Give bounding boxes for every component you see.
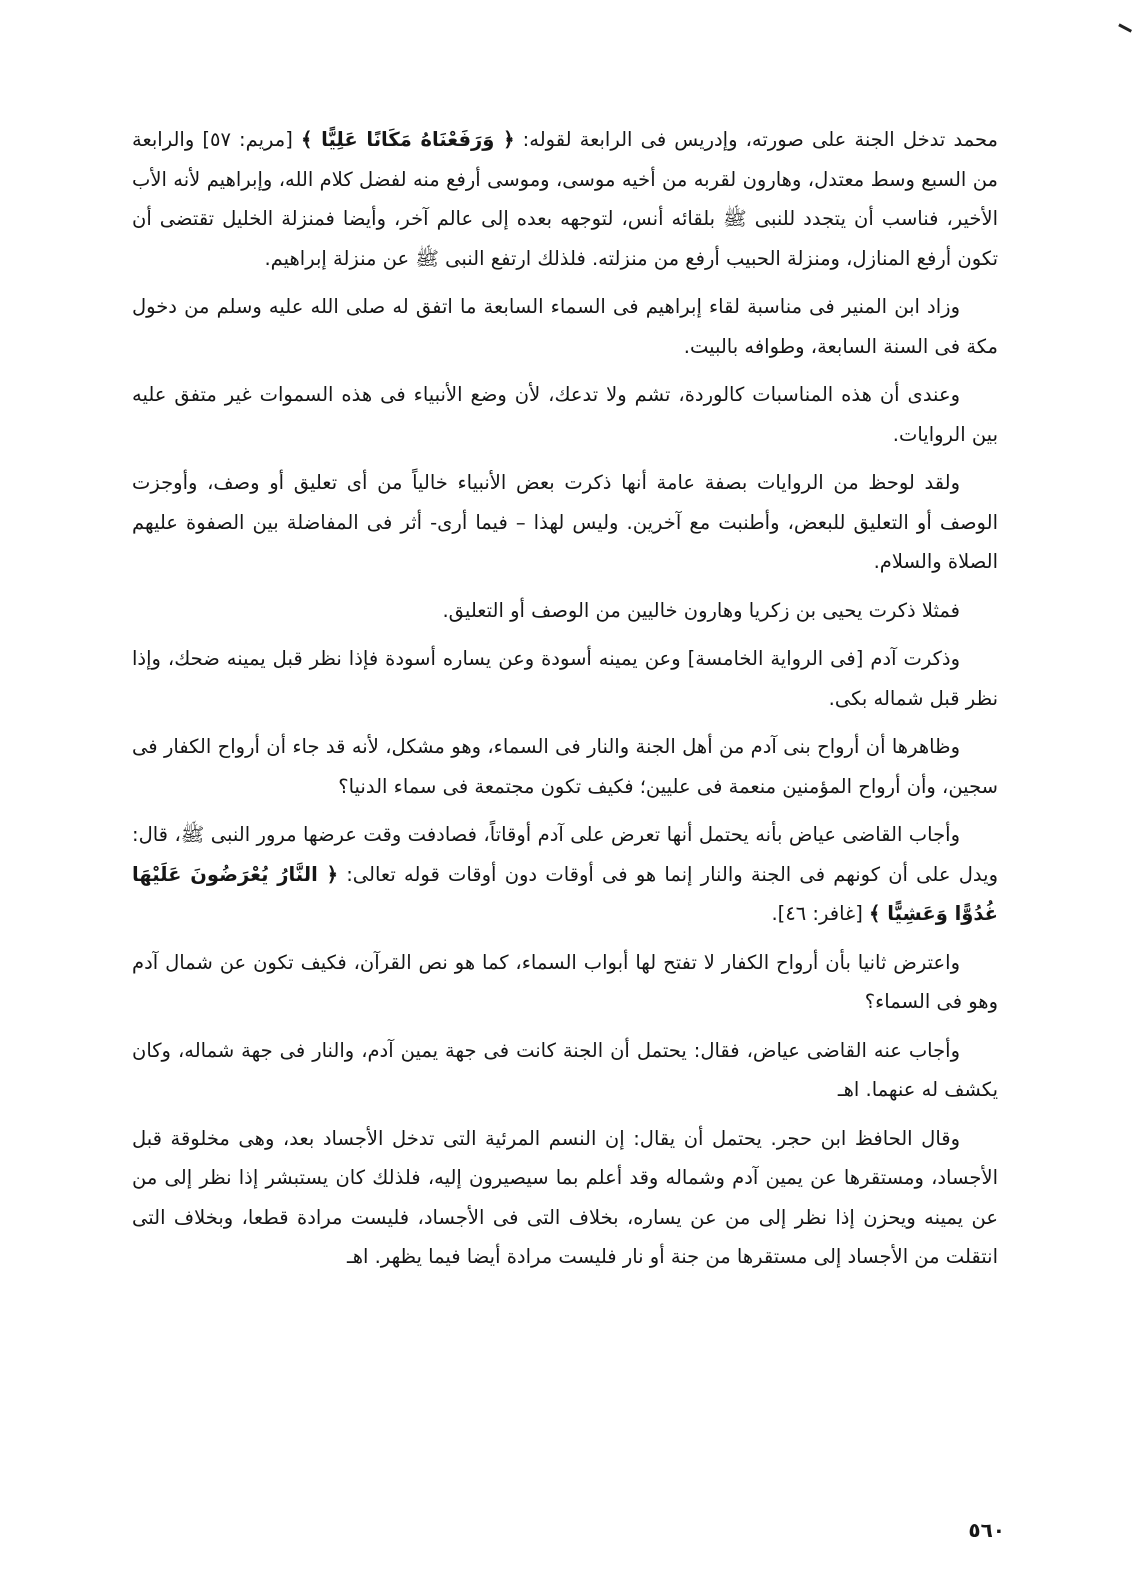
paragraph (132, 943, 998, 1022)
page-number: ٥٦٠ (968, 1518, 1005, 1542)
paragraph-text: وذكرت آدم [فى الرواية الخامسة] وعن يمينه أسودة وعن يساره أسودة فإذا نظر قبل يمينه ضحك، وإذا نظر قبل شماله بكى. (132, 647, 998, 710)
paragraph-text: وقال الحافظ ابن حجر. يحتمل أن يقال: إن النسم المرئية التى تدخل الأجساد بعد، وهى مخلوقة قبل الأجساد، ومستقرها عن يمين آدم وشماله وقد أعلم بما سيصيرون إليه، فلذلك كان يستبشر إذا نظر إلى من عن يمينه ويحزن إذا نظر إلى من عن يساره، بخلاف التى فى الأجساد، فليست مرادة قطعا، وبخلاف التى انتقلت من الأجساد إلى مستقرها من جنة أو نار فليست مرادة أيضا فيما يظهر. اهـ (132, 1126, 998, 1268)
paragraph (132, 287, 998, 366)
paragraph (132, 815, 998, 934)
paragraph (132, 591, 998, 631)
quran-verse: ﴿ النَّارُ يُعْرَضُونَ عَلَيْهَا غُدُوًّا وَعَشِيًّا ﴾ (132, 862, 998, 925)
paragraph (132, 120, 998, 278)
paragraph-text: وأجاب عنه القاضى عياض، فقال: يحتمل أن الجنة كانت فى جهة يمين آدم، والنار فى جهة شماله، وكان يكشف له عنهما. اهـ (132, 1038, 998, 1101)
page-body (132, 120, 998, 1286)
paragraph (132, 375, 998, 454)
paragraph-text: فمثلا ذكرت يحيى بن زكريا وهارون خاليين من الوصف أو التعليق. (442, 598, 960, 622)
paragraph (132, 1119, 998, 1277)
paragraph (132, 463, 998, 582)
paragraph (132, 727, 998, 806)
paragraph-text: وأجاب القاضى عياض بأنه يحتمل أنها تعرض على آدم أوقاتاً، فصادفت وقت عرضها مرور النبى ﷺ، قال: ويدل على أن كونهم فى الجنة والنار إنما هو فى أوقات دون أوقات قوله تعالى: (132, 823, 998, 886)
quran-verse: ﴿ وَرَفَعْنَاهُ مَكَانًا عَلِيًّا ﴾ (300, 128, 515, 151)
scan-corner-mark (1112, 23, 1132, 45)
paragraph-text: واعترض ثانيا بأن أرواح الكفار لا تفتح لها أبواب السماء، كما هو نص القرآن، فكيف تكون عن شمال آدم وهو فى السماء؟ (132, 950, 998, 1013)
paragraph (132, 639, 998, 718)
paragraph-text: [غافر: ٤٦]. (771, 902, 870, 925)
paragraph (132, 1031, 998, 1110)
paragraph-text: وعندى أن هذه المناسبات كالوردة، تشم ولا تدعك، لأن وضع الأنبياء فى هذه السموات غير متفق عليه بين الروايات. (132, 383, 998, 446)
paragraph-text: وظاهرها أن أرواح بنى آدم من أهل الجنة والنار فى السماء، وهو مشكل، لأنه قد جاء أن أرواح الكفار فى سجين، وأن أرواح المؤمنين منعمة فى عليين؛ فكيف تكون مجتمعة فى سماء الدنيا؟ (132, 735, 998, 798)
paragraph-text: [مريم: ٥٧] والرابعة من السبع وسط معتدل، وهارون لقربه من أخيه موسى، وموسى أرفع منه لفضل كلام الله، وإبراهيم لأنه الأب الأخير، فناسب أن يتجدد للنبى ﷺ بلقائه أنس، لتوجهه بعده إلى عالم آخر، وأيضا فمنزلة الخليل تقتضى أن تكون أرفع المنازل، ومنزلة الحبيب أرفع من منزلته. فلذلك ارتفع النبى ﷺ عن منزلة إبراهيم. (132, 128, 998, 270)
paragraph-text: محمد تدخل الجنة على صورته، وإدريس فى الرابعة لقوله: (514, 128, 998, 151)
paragraph-text: وزاد ابن المنير فى مناسبة لقاء إبراهيم فى السماء السابعة ما اتفق له صلى الله عليه وسلم من دخول مكة فى السنة السابعة، وطوافه بالبيت. (132, 295, 998, 358)
paragraph-text: ولقد لوحظ من الروايات بصفة عامة أنها ذكرت بعض الأنبياء خالياً من أى تعليق أو وصف، وأوجزت الوصف أو التعليق للبعض، وأطنبت مع آخرين. وليس لهذا – فيما أرى- أثر فى المفاضلة بين الصفوة عليهم الصلاة والسلام. (132, 471, 998, 573)
